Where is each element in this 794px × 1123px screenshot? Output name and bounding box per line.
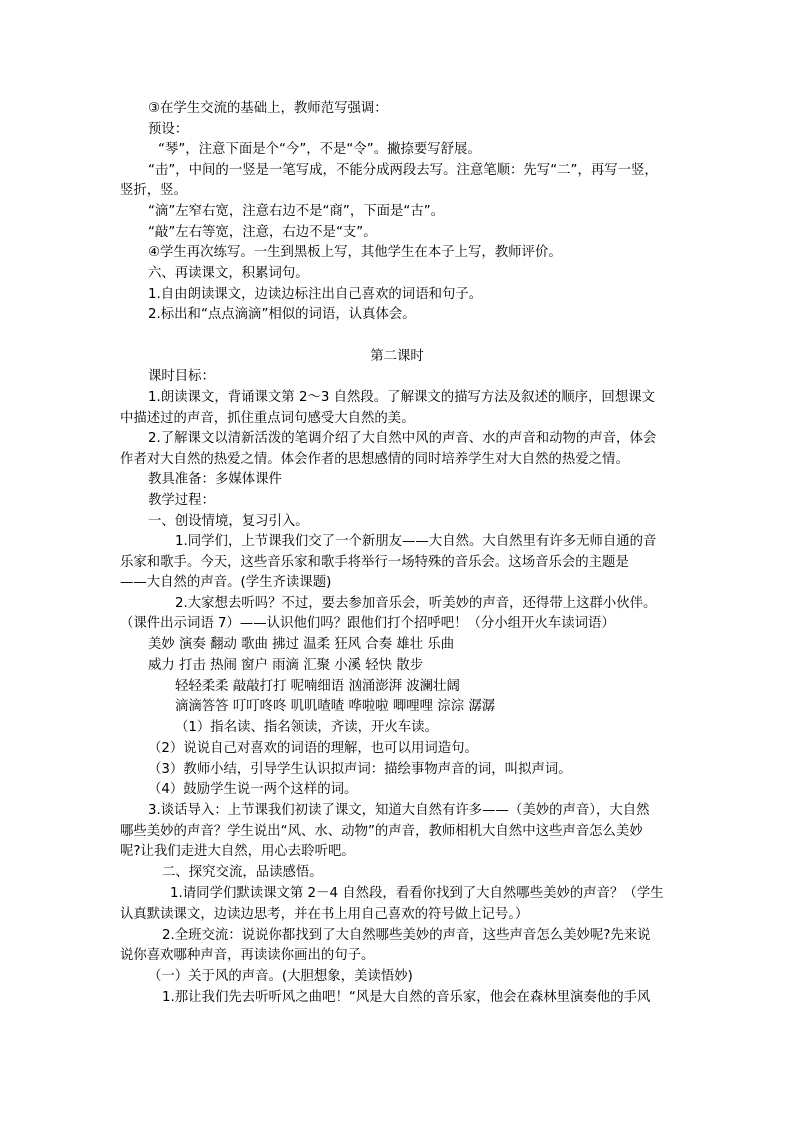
text-line: 预设： (148, 122, 189, 137)
word-row: 威力 打击 热闹 窗户 雨滴 汇聚 小溪 轻快 散步 (148, 658, 424, 673)
text-line: 2.标出和“点点滴滴”相似的词语，认真体会。 (148, 307, 416, 322)
text-line: “敲”左右等宽，注意，右边不是“支”。 (148, 225, 377, 240)
text-line: 中描述过的声音，抓住重点词句感受大自然的美。 (120, 411, 415, 426)
text-line: （1）指名读、指名领读，齐读，开火车读。 (175, 720, 438, 735)
text-line: 课时目标： (148, 369, 215, 384)
text-line: 1.请同学们默读课文第 2－4 自然段，看看你找到了大自然哪些美妙的声音？（学生 (170, 886, 664, 901)
word-row: 滴滴答答 叮叮咚咚 叽叽喳喳 哗啦啦 唧哩哩 淙淙 潺潺 (175, 699, 496, 714)
text-line: “击”，中间的一竖是一笔写成，不能分成两段去写。注意笔顺：先写“二”，再写一竖， (148, 163, 658, 178)
text-line: 认真默读课文，边读边思考，并在书上用自己喜欢的符号做上记号。） (120, 907, 529, 922)
text-line: 呢?让我们走进大自然，用心去聆听吧。 (120, 844, 355, 859)
text-line: 教具准备：多媒体课件 (148, 472, 282, 487)
text-line: 3.谈话导入：上节课我们初读了课文，知道大自然有许多——（美妙的声音），大自然 (148, 803, 650, 818)
text-line: （课件出示词语 7）——认识他们吗？跟他们打个招呼吧！（分小组开火车读词语） (120, 616, 615, 631)
text-line: ④学生再次练写。一生到黑板上写，其他学生在本子上写，教师评价。 (148, 245, 562, 260)
text-line: 1.那让我们先去听听风之曲吧！“风是大自然的音乐家，他会在森林里演奏他的手风 (162, 990, 651, 1005)
text-line: 作者对大自然的热爱之情。体会作者的思想感情的同时培养学生对大自然的热爱之情。 (120, 452, 629, 467)
text-line: 2.大家想去听吗？不过，要去参加音乐会，听美妙的声音，还得带上这群小伙伴。 (175, 596, 657, 611)
text-line: 乐家和歌手。今天，这些音乐家和歌手将举行一场特殊的音乐会。这场音乐会的主题是 (120, 555, 629, 570)
word-row: 美妙 演奏 翻动 歌曲 拂过 温柔 狂风 合奏 雄壮 乐曲 (148, 637, 455, 652)
text-line: 1.朗读课文，背诵课文第 2～3 自然段。了解课文的描写方法及叙述的顺序，回想课文 (148, 390, 655, 405)
text-line: 教学过程： (148, 493, 215, 508)
text-line: ——大自然的声音。(学生齐读课题) (120, 575, 332, 590)
text-line: 1.自由朗读课文，边读边标注出自己喜欢的词语和句子。 (148, 287, 483, 302)
text-line: 1.同学们，上节课我们交了一个新朋友——大自然。大自然里有许多无师自通的音 (175, 534, 657, 549)
section-heading: 六、再读课文，积累词句。 (148, 266, 309, 281)
lesson-title: 第二课时 (370, 349, 424, 364)
text-line: “滴”左窄右宽，注意右边不是“商”，下面是“古”。 (148, 204, 445, 219)
text-line: 2.了解课文以清新活泼的笔调介绍了大自然中风的声音、水的声音和动物的声音，体会 (148, 431, 657, 446)
subsection-heading: （一）关于风的声音。(大胆想象，美读悟妙) (148, 969, 413, 984)
text-line: 2.全班交流：说说你都找到了大自然哪些美妙的声音，这些声音怎么美妙呢?先来说 (162, 928, 651, 943)
text-line: 说你喜欢哪种声音，再读读你画出的句子。 (120, 948, 375, 963)
text-line: 竖折，竖。 (120, 183, 187, 198)
text-line: 哪些美妙的声音？学生说出“风、水、动物”的声音，教师相机大自然中这些声音怎么美妙 (120, 824, 643, 839)
section-heading: 二、探究交流，品读感悟。 (162, 865, 323, 880)
section-heading: 一、创设情境，复习引入。 (148, 514, 309, 529)
text-line: （4）鼓励学生说一两个这样的词。 (148, 782, 358, 797)
text-line: ③在学生交流的基础上，教师范写强调： (148, 101, 388, 116)
text-line: （3）教师小结，引导学生认识拟声词：描绘事物声音的词，叫拟声词。 (148, 762, 572, 777)
word-row: 轻轻柔柔 敲敲打打 呢喃细语 汹涌澎湃 波澜壮阔 (175, 679, 460, 694)
text-line: （2）说说自己对喜欢的词语的理解，也可以用词造句。 (148, 741, 478, 756)
text-line: “琴”，注意下面是个“今”，不是“令”。撇捺要写舒展。 (158, 142, 481, 157)
